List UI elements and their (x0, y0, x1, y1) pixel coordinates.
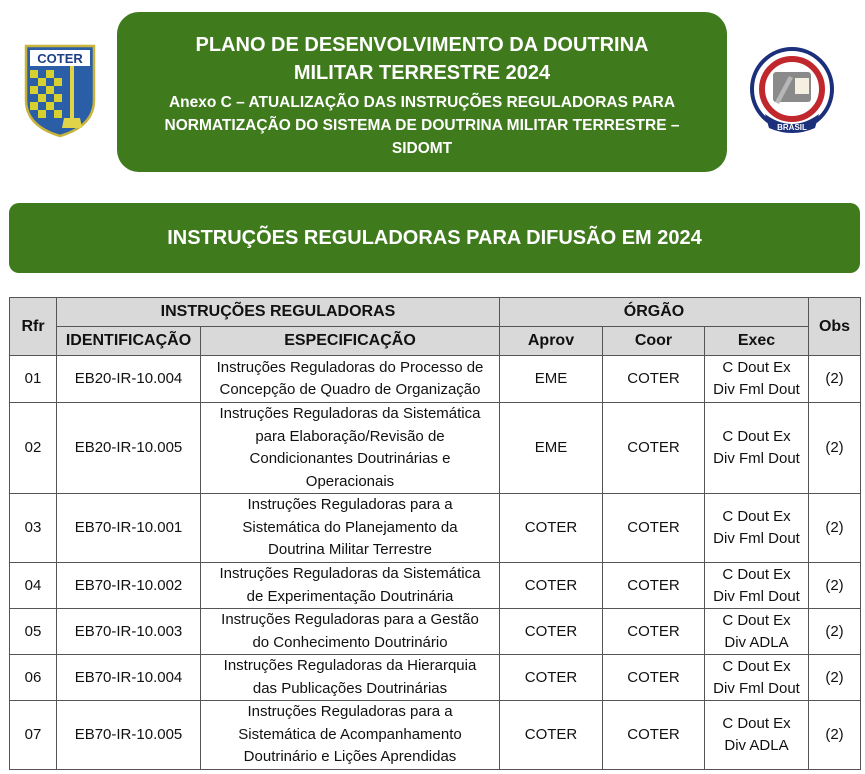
cell-exec: C Dout Ex Div ADLA (705, 609, 809, 655)
cell-coor: COTER (603, 403, 705, 494)
cell-especificacao: Instruções Reguladoras do Processo de Concepção de Quadro de Organização (201, 356, 500, 403)
cell-rfr: 02 (10, 403, 57, 494)
svg-text:BRASIL: BRASIL (777, 123, 807, 132)
cell-aprov: COTER (500, 609, 603, 655)
cell-exec: C Dout Ex Div Fml Dout (705, 494, 809, 563)
header-aprov: Aprov (500, 327, 603, 356)
cell-coor: COTER (603, 609, 705, 655)
cell-aprov: EME (500, 403, 603, 494)
cell-rfr: 07 (10, 701, 57, 770)
cell-identificacao: EB70-IR-10.005 (57, 701, 201, 770)
cell-aprov: COTER (500, 563, 603, 609)
cell-exec: C Dout Ex Div Fml Dout (705, 356, 809, 403)
header-identificacao: IDENTIFICAÇÃO (57, 327, 201, 356)
cell-coor: COTER (603, 356, 705, 403)
cell-especificacao: Instruções Reguladoras para a Gestão do Conhecimento Doutrinário (201, 609, 500, 655)
document-subtitle-line2: NORMATIZAÇÃO DO SISTEMA DE DOUTRINA MILITAR TERRESTRE – (164, 117, 680, 134)
cell-aprov: COTER (500, 701, 603, 770)
cell-obs: (2) (809, 563, 861, 609)
header-obs: Obs (809, 298, 861, 356)
header-group-instrucoes: INSTRUÇÕES REGULADORAS (57, 298, 500, 327)
table-row (10, 494, 861, 563)
cell-identificacao: EB70-IR-10.002 (57, 563, 201, 609)
cell-exec: C Dout Ex Div Fml Dout (705, 403, 809, 494)
cell-aprov: COTER (500, 494, 603, 563)
cell-rfr: 04 (10, 563, 57, 609)
table-row (10, 701, 861, 770)
cell-aprov: EME (500, 356, 603, 403)
header-especificacao: ESPECIFICAÇÃO (201, 327, 500, 356)
table-row (10, 609, 861, 655)
document-subtitle-line3: SIDOMT (391, 140, 453, 157)
svg-text:COTER: COTER (37, 51, 83, 66)
cell-obs: (2) (809, 701, 861, 770)
table-row (10, 563, 861, 609)
cell-identificacao: EB20-IR-10.005 (57, 403, 201, 494)
header-exec: Exec (705, 327, 809, 356)
document-title-line1: PLANO DE DESENVOLVIMENTO DA DOUTRINA (195, 34, 649, 56)
cell-identificacao: EB70-IR-10.003 (57, 609, 201, 655)
section-banner (9, 203, 860, 273)
cell-identificacao: EB70-IR-10.001 (57, 494, 201, 563)
cell-exec: C Dout Ex Div Fml Dout (705, 563, 809, 609)
cell-coor: COTER (603, 655, 705, 701)
cell-obs: (2) (809, 494, 861, 563)
cell-rfr: 03 (10, 494, 57, 563)
table-row (10, 403, 861, 494)
cell-obs: (2) (809, 609, 861, 655)
header-rfr: Rfr (10, 298, 57, 356)
cell-rfr: 06 (10, 655, 57, 701)
cell-especificacao: Instruções Reguladoras para a Sistemática de Acompanhamento Doutrinário e Lições Aprendidas (201, 701, 500, 770)
document-title-box (117, 12, 727, 172)
cell-rfr: 05 (10, 609, 57, 655)
doutrina-seal-logo (749, 46, 835, 136)
cell-especificacao: Instruções Reguladoras da Sistemática de Experimentação Doutrinária (201, 563, 500, 609)
coter-shield-logo (22, 42, 98, 138)
cell-rfr: 01 (10, 356, 57, 403)
cell-identificacao: EB70-IR-10.004 (57, 655, 201, 701)
cell-aprov: COTER (500, 655, 603, 701)
document-subtitle-line1: Anexo C – ATUALIZAÇÃO DAS INSTRUÇÕES REGULADORAS PARA (168, 94, 676, 111)
cell-identificacao: EB20-IR-10.004 (57, 356, 201, 403)
cell-obs: (2) (809, 356, 861, 403)
cell-exec: C Dout Ex Div ADLA (705, 701, 809, 770)
cell-coor: COTER (603, 494, 705, 563)
cell-coor: COTER (603, 563, 705, 609)
header-coor: Coor (603, 327, 705, 356)
cell-coor: COTER (603, 701, 705, 770)
table-row (10, 356, 861, 403)
section-banner-text: INSTRUÇÕES REGULADORAS PARA DIFUSÃO EM 2024 (167, 226, 702, 249)
cell-especificacao: Instruções Reguladoras para a Sistemática do Planejamento da Doutrina Militar Terrestre (201, 494, 500, 563)
cell-especificacao: Instruções Reguladoras da Hierarquia das Publicações Doutrinárias (201, 655, 500, 701)
cell-obs: (2) (809, 655, 861, 701)
instrucoes-table (9, 297, 861, 770)
cell-especificacao: Instruções Reguladoras da Sistemática para Elaboração/Revisão de Condicionantes Doutrinárias e Operacionais (201, 403, 500, 494)
table-row (10, 655, 861, 701)
cell-obs: (2) (809, 403, 861, 494)
header-group-orgao: ÓRGÃO (500, 298, 809, 327)
document-title-line2: MILITAR TERRESTRE 2024 (293, 62, 551, 84)
cell-exec: C Dout Ex Div Fml Dout (705, 655, 809, 701)
